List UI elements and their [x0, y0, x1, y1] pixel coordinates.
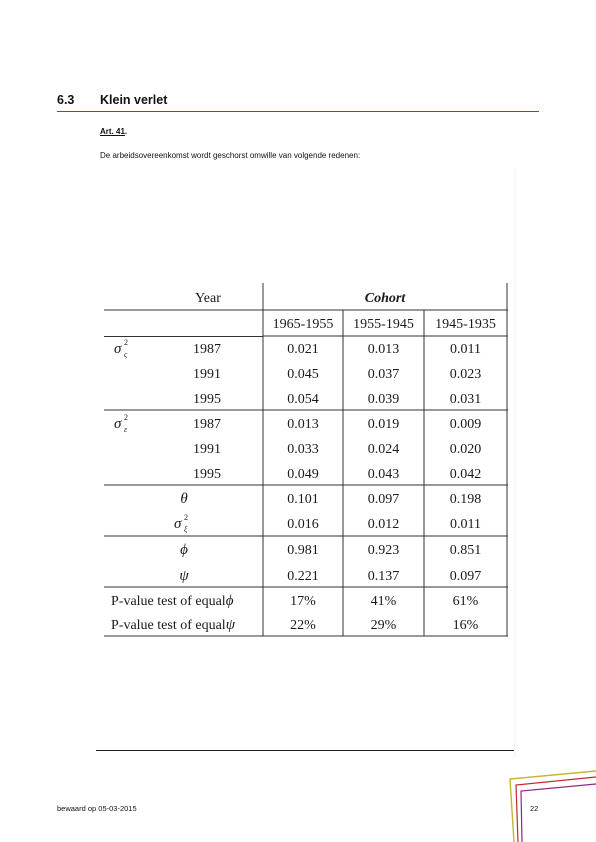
svg-text:ε: ε	[124, 425, 128, 434]
value-cell: 0.097	[449, 569, 482, 584]
value-cell: 0.981	[287, 543, 319, 558]
psi-symbol: ψ	[225, 617, 236, 633]
scan-edge-shadow	[514, 168, 517, 758]
intro-paragraph: De arbeidsovereenkomst wordt geschorst omwille van volgende redenen:	[100, 151, 361, 160]
year-cell: 1991	[193, 367, 221, 382]
value-cell: 16%	[452, 618, 479, 633]
article-suffix: .	[124, 127, 128, 136]
svg-text:2: 2	[124, 413, 128, 422]
year-cell: 1995	[193, 392, 221, 407]
svg-text:2: 2	[124, 338, 128, 347]
section-heading	[57, 93, 539, 112]
pvalue-label-text: P-value test of equal	[111, 594, 226, 609]
phi-symbol: ϕ	[180, 542, 188, 558]
corner-decoration	[500, 765, 596, 842]
year-cell: 1987	[193, 417, 221, 432]
value-cell: 0.851	[449, 543, 482, 558]
value-cell: 0.012	[367, 517, 400, 532]
year-header: Year	[195, 291, 221, 306]
value-cell: 0.043	[367, 467, 400, 482]
svg-text:σ: σ	[114, 341, 122, 357]
cohort-table-figure	[104, 283, 508, 638]
year-cell: 1987	[193, 342, 221, 357]
psi-symbol: ψ	[179, 568, 189, 584]
section-title: Klein verlet	[100, 93, 168, 107]
value-cell: 0.011	[450, 517, 481, 532]
sigma-epsilon-symbol	[114, 413, 128, 434]
column-header: 1945-1935	[435, 317, 496, 332]
value-cell: 61%	[452, 594, 479, 609]
column-header: 1965-1955	[272, 317, 334, 332]
value-cell: 0.054	[287, 392, 319, 407]
pvalue-psi-label	[111, 617, 236, 633]
year-cell: 1995	[193, 467, 221, 482]
svg-text:σ: σ	[114, 416, 122, 432]
value-cell: 0.021	[287, 342, 319, 357]
value-cell: 0.049	[287, 467, 319, 482]
year-cell: 1991	[193, 442, 221, 457]
svg-text:ξ: ξ	[184, 525, 188, 534]
sigma-zeta-symbol	[114, 338, 128, 359]
value-cell: 0.037	[367, 367, 400, 382]
value-cell: 41%	[370, 594, 397, 609]
value-cell: 0.024	[367, 442, 400, 457]
footer-rule	[96, 750, 514, 751]
phi-symbol: ϕ	[225, 593, 234, 609]
value-cell: 0.019	[367, 417, 400, 432]
sigma-xi-symbol	[174, 513, 188, 534]
value-cell: 0.031	[449, 392, 482, 407]
value-cell: 0.923	[367, 543, 400, 558]
theta-symbol: θ	[180, 491, 188, 507]
value-cell: 0.101	[287, 492, 319, 507]
value-cell: 22%	[290, 618, 316, 633]
value-cell: 0.045	[287, 367, 319, 382]
value-cell: 17%	[290, 594, 316, 609]
article-label	[100, 127, 127, 136]
cohort-header: Cohort	[364, 291, 406, 306]
svg-text:σ: σ	[174, 516, 182, 532]
value-cell: 29%	[370, 618, 397, 633]
value-cell: 0.016	[287, 517, 319, 532]
svg-text:2: 2	[184, 513, 188, 522]
value-cell: 0.137	[367, 569, 400, 584]
value-cell: 0.020	[449, 442, 482, 457]
value-cell: 0.013	[287, 417, 319, 432]
section-number: 6.3	[57, 93, 75, 107]
value-cell: 0.011	[450, 342, 481, 357]
value-cell: 0.198	[449, 492, 482, 507]
value-cell: 0.033	[287, 442, 319, 457]
value-cell: 0.042	[449, 467, 482, 482]
footer-date: bewaard op 05-03-2015	[57, 804, 137, 813]
article-number: Art. 41	[100, 127, 125, 136]
cohort-table	[104, 283, 508, 638]
value-cell: 0.039	[367, 392, 400, 407]
pvalue-phi-label	[111, 593, 234, 609]
value-cell: 0.009	[449, 417, 482, 432]
value-cell: 0.013	[367, 342, 400, 357]
pvalue-label-text: P-value test of equal	[111, 618, 226, 633]
column-header: 1955-1945	[353, 317, 414, 332]
value-cell: 0.023	[449, 367, 482, 382]
svg-text:ς: ς	[124, 350, 128, 359]
value-cell: 0.097	[367, 492, 400, 507]
page-number: 22	[530, 804, 539, 813]
value-cell: 0.221	[287, 569, 319, 584]
